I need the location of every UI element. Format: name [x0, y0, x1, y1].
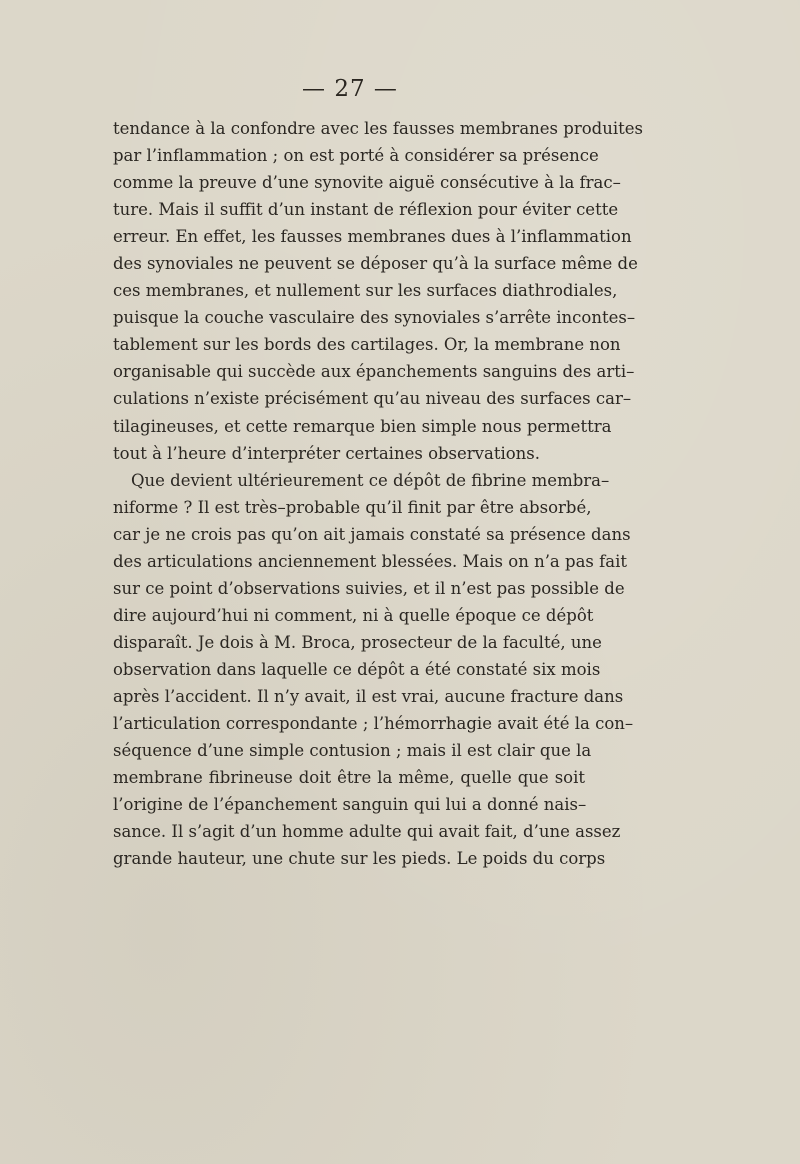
- text-line: disparaît. Je dois à M. Broca, prosecteur de la faculté, une: [113, 632, 602, 652]
- text-line: sur ce point d’observations suivies, et il n’est pas possible de: [113, 578, 625, 598]
- text-line: comme la preuve d’une synovite aiguë consécutive à la frac–: [113, 173, 621, 193]
- text-line: niforme ? Il est très–probable qu’il finit par être absorbé,: [113, 497, 592, 517]
- text-line: par l’inflammation ; on est porté à considérer sa présence: [113, 146, 599, 166]
- text-line: dire aujourd’hui ni comment, ni à quelle époque ce dépôt: [113, 605, 594, 625]
- text-line: grande hauteur, une chute sur les pieds. Le poids du corps: [113, 849, 606, 869]
- text-line: membrane fibrineuse doit être la même, quelle que soit: [113, 768, 585, 788]
- text-line: l’origine de l’épanchement sanguin qui lui a donné nais–: [113, 795, 587, 815]
- text-line: erreur. En effet, les fausses membranes dues à l’inflammation: [113, 227, 632, 247]
- text-line: des articulations anciennement blessées. Mais on n’a pas fait: [113, 551, 627, 571]
- text-line: tendance à la confondre avec les fausses membranes produites: [113, 119, 643, 138]
- text-line: car je ne crois pas qu’on ait jamais constaté sa présence dans: [113, 524, 631, 544]
- text-line: après l’accident. Il n’y avait, il est vrai, aucune fracture dans: [113, 686, 624, 706]
- text-line: l’articulation correspondante ; l’hémorrhagie avait été la con–: [113, 714, 634, 734]
- text-line: tablement sur les bords des cartilages. Or, la membrane non: [113, 335, 621, 355]
- text-line: sance. Il s’agit d’un homme adulte qui avait fait, d’une assez: [113, 822, 621, 842]
- text-line: séquence d’une simple contusion ; mais il est clair que la: [113, 741, 592, 761]
- text-line: culations n’existe précisément qu’au niveau des surfaces car–: [113, 389, 632, 409]
- text-line: ces membranes, et nullement sur les surfaces diathrodiales,: [113, 281, 618, 301]
- text-line: des synoviales ne peuvent se déposer qu’à la surface même de: [113, 254, 638, 274]
- text-line: puisque la couche vasculaire des synoviales s’arrête incontes–: [113, 308, 636, 328]
- text-line: ture. Mais il suffit d’un instant de réflexion pour éviter cette: [113, 200, 619, 220]
- text-line: tout à l’heure d’interpréter certaines observations.: [113, 443, 541, 463]
- body-text: [113, 115, 643, 872]
- text-line: organisable qui succède aux épanchements sanguins des arti–: [113, 362, 635, 382]
- text-line: Que devient ultérieurement ce dépôt de fibrine membra–: [131, 470, 610, 490]
- text-line: tilagineuses, et cette remarque bien simple nous permettra: [113, 416, 612, 436]
- text-line: observation dans laquelle ce dépôt a été constaté six mois: [113, 659, 601, 679]
- page-number: — 27 —: [302, 76, 398, 102]
